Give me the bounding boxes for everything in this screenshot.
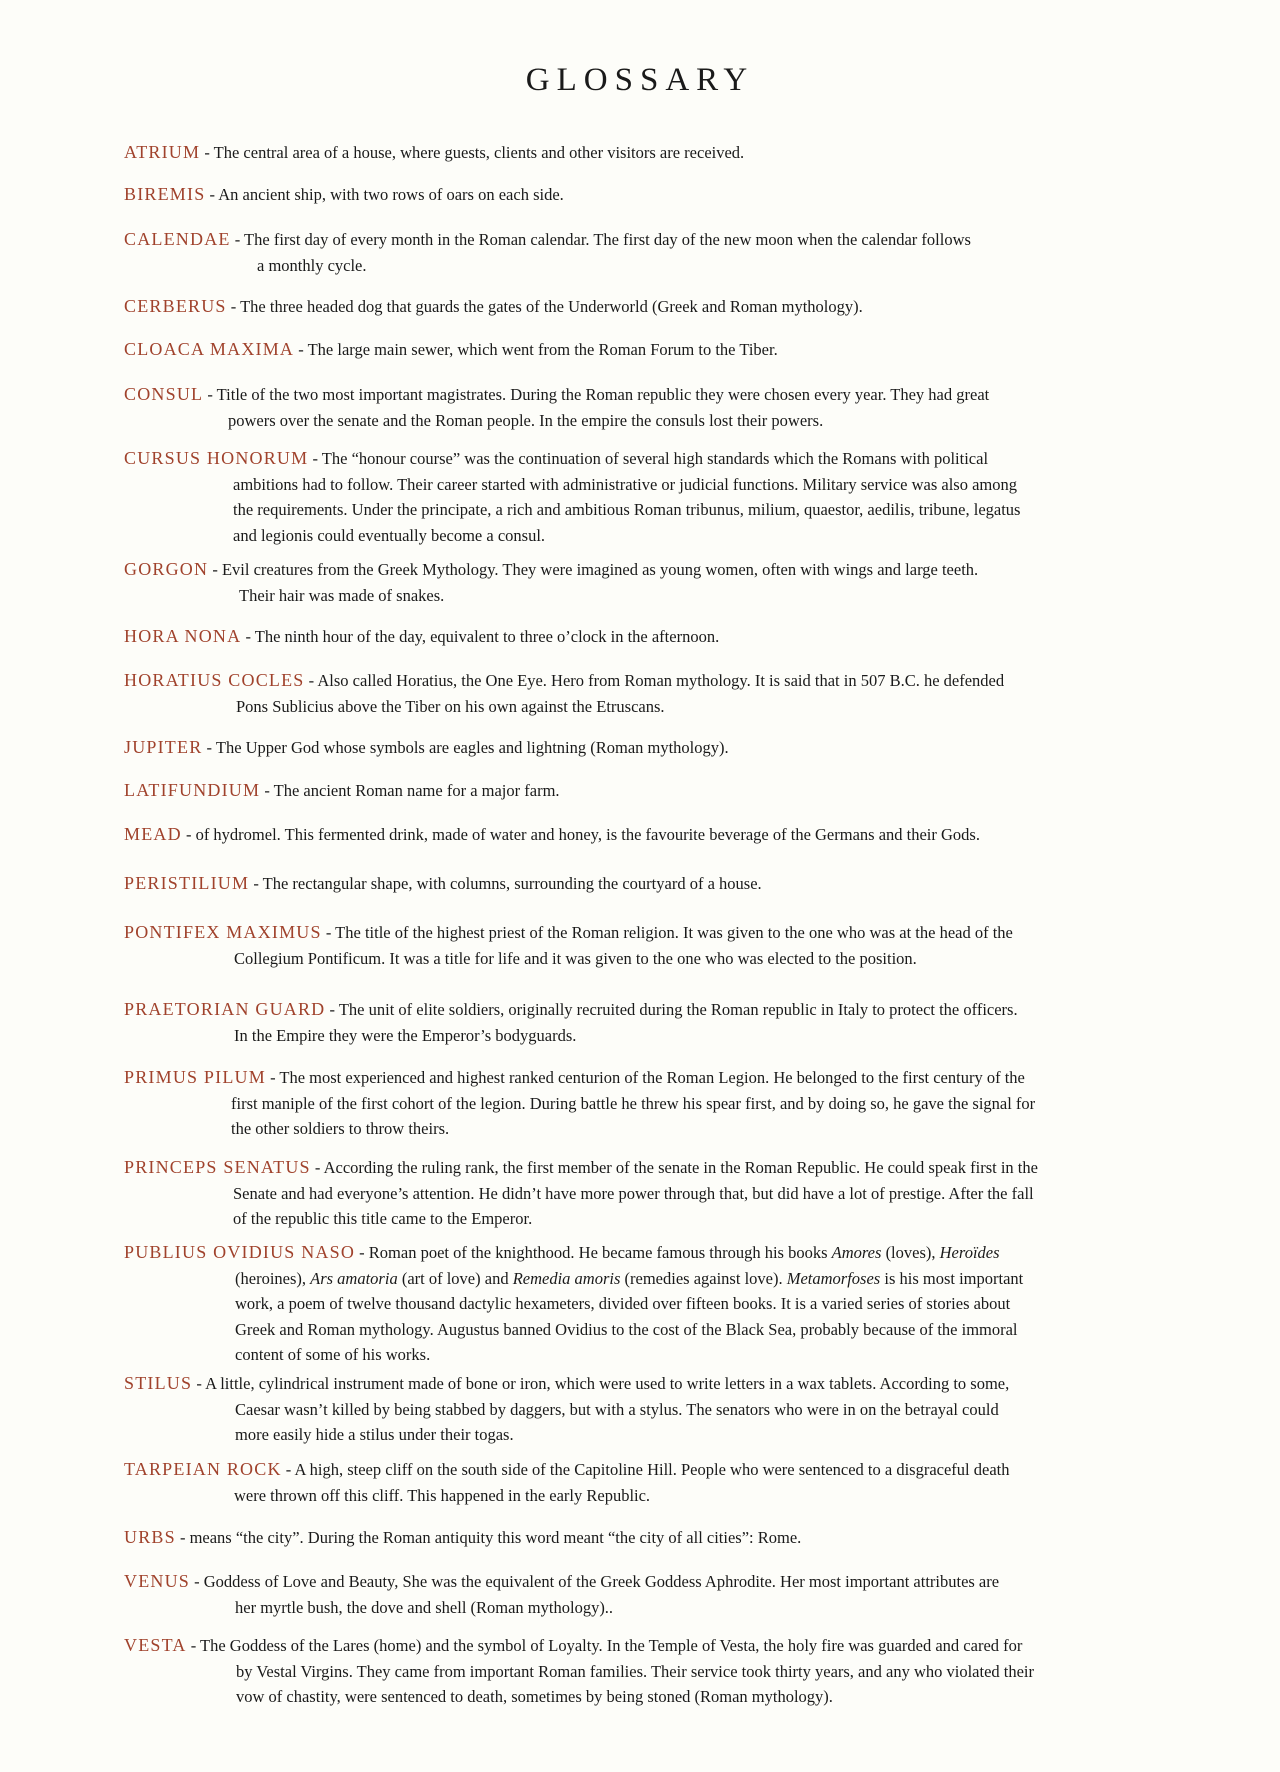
definition: (heroines), <box>235 1268 311 1288</box>
definition-continued: first maniple of the first cohort of the legion. During battle he threw his spear first, and by doing so, he gave the signal for <box>231 1093 1036 1113</box>
definition: The ninth hour of the day, equivalent to three o’clock in the afternoon. <box>254 627 720 646</box>
entry-cursus-honorum: CURSUS HONORUM - The “honour course” was the continuation of several high standards which the Romans with political ambitions had to follow. Their career started with administrative or judicial functions. Military service was also among the requirements. Under the principate, a rich and ambitious Roman tribunus, milium, quaestor, aedilis, tribune, legatus and legionis could eventually become a consul. <box>124 446 1134 548</box>
definition-continued: In the Empire they were the Emperor’s bodyguards. <box>234 1025 577 1045</box>
definition: The central area of a house, where guests, clients and other visitors are received. <box>213 143 745 162</box>
definition-continued: more easily hide a stilus under their togas. <box>235 1425 514 1444</box>
definition: The most experienced and highest ranked centurion of the Roman Legion. He belonged to the first century of the <box>279 1068 1025 1087</box>
definition: Evil creatures from the Greek Mythology. They were imagined as young women, often with wings and large teeth. <box>221 560 979 579</box>
entry-horatius-cocles: HORATIUS COCLES - Also called Horatius, the One Eye. Hero from Roman mythology. It is said that in 507 B.C. he defended Pons Sublicius above the Tiber on his own against the Etruscans. <box>124 668 1134 719</box>
definition-continued: work, a poem of twelve thousand dactylic hexameters, divided over fifteen books. It is a varied series of stories about <box>235 1294 1011 1313</box>
definition: A high, steep cliff on the south side of the Capitoline Hill. People who were sentenced to a disgraceful death <box>294 1460 1010 1479</box>
definition-continued: Their hair was made of snakes. <box>239 585 445 605</box>
definition: is his most important <box>880 1268 1024 1288</box>
definition-continued: and legionis could eventually become a consul. <box>233 525 546 545</box>
entry-primus-pilum: PRIMUS PILUM - The most experienced and highest ranked centurion of the Roman Legion. He belonged to the first century of the first maniple of the first cohort of the legion. During battle he threw his spear first, and by doing so, he gave the signal for the other soldiers to throw theirs. <box>124 1065 1134 1142</box>
term: PRAETORIAN GUARD <box>124 999 326 1019</box>
entry-venus: VENUS - Goddess of Love and Beauty, She was the equivalent of the Greek Goddess Aphrodite. Her most important attributes are her myrtle bush, the dove and shell (Roman mythology).. <box>124 1569 1134 1620</box>
term: URBS <box>124 1527 176 1547</box>
term: PUBLIUS OVIDIUS NASO <box>124 1242 356 1262</box>
term: CERBERUS <box>124 296 227 316</box>
entry-cerberus: CERBERUS - The three headed dog that guards the gates of the Underworld (Greek and Roman mythology). <box>124 296 863 316</box>
entry-gorgon: GORGON - Evil creatures from the Greek Mythology. They were imagined as young women, often with wings and large teeth. Their hair was made of snakes. <box>124 557 1134 608</box>
definition: (art of love) and <box>397 1268 513 1288</box>
entry-mead: MEAD - of hydromel. This fermented drink, made of water and honey, is the favourite beverage of the Germans and their Gods. <box>124 824 980 844</box>
page-title: GLOSSARY <box>525 62 755 98</box>
definition-continued: ambitions had to follow. Their career started with administrative or judicial functions. Military service was also among <box>233 474 1017 494</box>
entry-tarpeian-rock: TARPEIAN ROCK - A high, steep cliff on the south side of the Capitoline Hill. People who were sentenced to a disgraceful death were thrown off this cliff. This happened in the early Republic. <box>124 1457 1134 1508</box>
definition: A little, cylindrical instrument made of bone or iron, which were used to write letters in a wax tablets. According to some, <box>205 1374 1010 1393</box>
definition: Also called Horatius, the One Eye. Hero from Roman mythology. It is said that in 507 B.C. he defended <box>317 671 1005 690</box>
term: ATRIUM <box>124 142 201 162</box>
entry-latifundium: LATIFUNDIUM - The ancient Roman name for a major farm. <box>124 780 560 800</box>
term: CALENDAE <box>124 229 231 249</box>
definition: of hydromel. This fermented drink, made of water and honey, is the favourite beverage of the Germans and their Gods. <box>195 825 980 844</box>
term: HORA NONA <box>124 626 242 646</box>
definition-continued: Caesar wasn’t killed by being stabbed by daggers, but with a stylus. The senators who were in on the betrayal could <box>235 1399 999 1419</box>
definition: The title of the highest priest of the Roman religion. It was given to the one who was at the head of the <box>335 923 1013 942</box>
term: MEAD <box>124 824 182 844</box>
definition-continued: were thrown off this cliff. This happened in the early Republic. <box>234 1485 651 1505</box>
definition: The rectangular shape, with columns, surrounding the courtyard of a house. <box>262 874 762 893</box>
term: GORGON <box>124 559 209 579</box>
definition: The Upper God whose symbols are eagles and lightning (Roman mythology). <box>215 738 729 757</box>
definition-continued: Pons Sublicius above the Tiber on his own against the Etruscans. <box>236 696 665 716</box>
term: JUPITER <box>124 737 203 757</box>
entry-vesta: VESTA - The Goddess of the Lares (home) and the symbol of Loyalty. In the Temple of Vesta, the holy fire was guarded and cared for by Vestal Virgins. They came from important Roman families. Their service took thirty years, and any who violated their vow of chastity, were sentenced to death, sometimes by being stoned (Roman mythology). <box>124 1633 1134 1710</box>
definition-continued: her myrtle bush, the dove and shell (Roman mythology).. <box>235 1597 614 1617</box>
term: TARPEIAN ROCK <box>124 1459 282 1479</box>
book-title: Metamorfoses <box>786 1268 881 1288</box>
definition-continued: the requirements. Under the principate, a rich and ambitious Roman tribunus, milium, quaestor, aedilis, tribune, legatus <box>233 500 1021 519</box>
definition-continued: a monthly cycle. <box>257 255 367 275</box>
entry-calendae: CALENDAE - The first day of every month in the Roman calendar. The first day of the new moon when the calendar follows a monthly cycle. <box>124 227 1134 278</box>
definition: means “the city”. During the Roman antiquity this word meant “the city of all cities”: Rome. <box>189 1528 802 1547</box>
definition-continued: Senate and had everyone’s attention. He didn’t have more power through that, but did have a lot of prestige. After the fall <box>233 1183 1034 1203</box>
entry-atrium: ATRIUM - The central area of a house, where guests, clients and other visitors are received. <box>124 142 745 162</box>
definition: The Goddess of the Lares (home) and the symbol of Loyalty. In the Temple of Vesta, the holy fire was guarded and cared for <box>200 1636 1023 1655</box>
term: CONSUL <box>124 384 204 404</box>
entry-pontifex-maximus: PONTIFEX MAXIMUS - The title of the highest priest of the Roman religion. It was given to the one who was at the head of the Collegium Pontificum. It was a title for life and it was given to the one who was elected to the position. <box>124 920 1134 971</box>
entry-praetorian-guard: PRAETORIAN GUARD - The unit of elite soldiers, originally recruited during the Roman republic in Italy to protect the officers. In the Empire they were the Emperor’s bodyguards. <box>124 997 1134 1048</box>
term: CLOACA MAXIMA <box>124 339 295 359</box>
entry-publius-ovidius-naso: PUBLIUS OVIDIUS NASO - Roman poet of the knighthood. He became famous through his books Amores (loves), Heroïdes (heroines), Ars amatoria (art of love) and Remedia amoris (remedies against love). Metamorfoses is his most important work, a poem of twelve thousand dactylic hexameters, divided over fifteen books. It is a varied series of stories about Greek and Roman mythology. Augustus banned Ovidius to the cost of the Black Sea, probably because of the immoral content of some of his works. <box>124 1240 1134 1368</box>
term: BIREMIS <box>124 184 206 204</box>
entry-hora-nona: HORA NONA - The ninth hour of the day, equivalent to three o’clock in the afternoon. <box>124 626 720 646</box>
definition: Title of the two most important magistrates. During the Roman republic they were chosen every year. They had great <box>216 385 990 404</box>
definition: (loves), <box>881 1243 940 1262</box>
definition-continued: Greek and Roman mythology. Augustus banned Ovidius to the cost of the Black Sea, probably because of the immoral <box>235 1319 1018 1339</box>
definition: According the ruling rank, the first member of the senate in the Roman Republic. He could speak first in the <box>323 1158 1038 1177</box>
definition: The first day of every month in the Roman calendar. The first day of the new moon when the calendar follows <box>244 230 971 249</box>
term: VENUS <box>124 1571 191 1591</box>
definition-continued: the other soldiers to throw theirs. <box>231 1119 450 1138</box>
definition: The large main sewer, which went from the Roman Forum to the Tiber. <box>307 340 778 359</box>
definition-continued: by Vestal Virgins. They came from important Roman families. Their service took thirty years, and any who violated their <box>236 1661 1035 1681</box>
entry-stilus: STILUS - A little, cylindrical instrument made of bone or iron, which were used to write letters in a wax tablets. According to some, Caesar wasn’t killed by being stabbed by daggers, but with a stylus. The senators who were in on the betrayal could more easily hide a stilus under their togas. <box>124 1371 1134 1448</box>
entry-peristilium: PERISTILIUM - The rectangular shape, with columns, surrounding the courtyard of a house. <box>124 873 762 893</box>
definition: The ancient Roman name for a major farm. <box>273 781 560 800</box>
definition: An ancient ship, with two rows of oars on each side. <box>218 185 564 204</box>
book-title: Amores <box>831 1243 882 1262</box>
definition: Roman poet of the knighthood. He became famous through his books <box>368 1243 832 1262</box>
definition: Goddess of Love and Beauty, She was the equivalent of the Greek Goddess Aphrodite. Her most important attributes are <box>203 1572 1000 1591</box>
book-title: Ars amatoria <box>310 1268 398 1288</box>
definition: (remedies against love). <box>620 1268 787 1288</box>
definition-continued: content of some of his works. <box>235 1345 431 1364</box>
book-title: Remedia amoris <box>512 1268 621 1288</box>
entry-consul: CONSUL - Title of the two most important magistrates. During the Roman republic they were chosen every year. They had great powers over the senate and the Roman people. In the empire the consuls lost their powers. <box>124 382 1134 433</box>
entry-biremis: BIREMIS - An ancient ship, with two rows of oars on each side. <box>124 184 564 204</box>
term: PRIMUS PILUM <box>124 1067 266 1087</box>
definition: The “honour course” was the continuation of several high standards which the Romans with political <box>321 449 989 468</box>
definition-continued: powers over the senate and the Roman people. In the empire the consuls lost their powers. <box>228 410 824 430</box>
term: PRINCEPS SENATUS <box>124 1157 311 1177</box>
term: PERISTILIUM <box>124 873 250 893</box>
entry-princeps-senatus: PRINCEPS SENATUS - According the ruling rank, the first member of the senate in the Roman Republic. He could speak first in the Senate and had everyone’s attention. He didn’t have more power through that, but did have a lot of prestige. After the fall of the republic this title came to the Emperor. <box>124 1155 1134 1232</box>
definition-continued: of the republic this title came to the Emperor. <box>233 1209 533 1228</box>
definition: The three headed dog that guards the gates of the Underworld (Greek and Roman mythology). <box>240 297 863 316</box>
entry-cloaca-maxima: CLOACA MAXIMA - The large main sewer, which went from the Roman Forum to the Tiber. <box>124 339 778 359</box>
term: VESTA <box>124 1635 187 1655</box>
definition-continued: Collegium Pontificum. It was a title for life and it was given to the one who was elected to the position. <box>234 948 917 968</box>
term: HORATIUS COCLES <box>124 670 305 690</box>
entry-jupiter: JUPITER - The Upper God whose symbols are eagles and lightning (Roman mythology). <box>124 737 729 757</box>
definition-continued: vow of chastity, were sentenced to death, sometimes by being stoned (Roman mythology). <box>236 1687 833 1706</box>
term: STILUS <box>124 1373 193 1393</box>
definition-continued <box>124 1266 1134 1292</box>
definition: The unit of elite soldiers, originally recruited during the Roman republic in Italy to protect the officers. <box>338 1000 1018 1019</box>
term: PONTIFEX MAXIMUS <box>124 922 322 942</box>
term: LATIFUNDIUM <box>124 780 261 800</box>
entry-urbs: URBS - means “the city”. During the Roman antiquity this word meant “the city of all cities”: Rome. <box>124 1527 802 1547</box>
term: CURSUS HONORUM <box>124 448 309 468</box>
book-title: Heroïdes <box>939 1243 1000 1262</box>
